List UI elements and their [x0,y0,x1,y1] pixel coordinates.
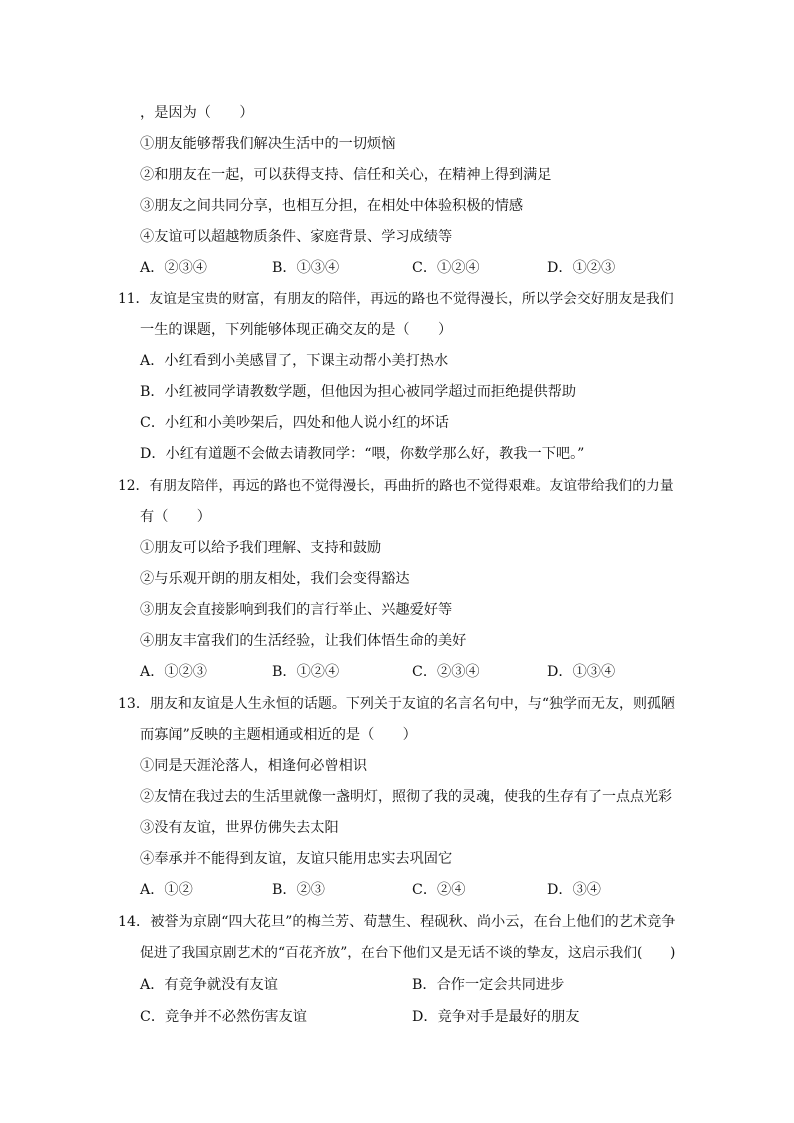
q10-option-b: B．①③④ [272,260,340,276]
q12-item-4: ④朋友丰富我们的生活经验，让我们体悟生命的美好 [140,633,467,649]
q11-option-b: B．小红被同学请教数学题，但他因为担心被同学超过而拒绝提供帮助 [140,384,577,400]
q10-item-4: ④友谊可以超越物质条件、家庭背景、学习成绩等 [140,229,453,245]
q13-item-4: ④奉承并不能得到友谊，友谊只能用忠实去巩固它 [140,851,453,867]
q12-stem-2: 有（ ） [140,509,211,525]
q10-stem-tail: ，是因为（ ） [140,105,254,121]
q13-option-d: D．③④ [547,882,601,898]
q11-stem-1: 11．友谊是宝贵的财富，有朋友的陪伴，再远的路也不觉得漫长，所以学会交好朋友是我们 [118,291,674,307]
q10-item-2: ②和朋友在一起，可以获得支持、信任和关心，在精神上得到满足 [140,167,552,183]
q10-item-1: ①朋友能够帮我们解决生活中的一切烦恼 [140,136,396,152]
q13-item-1: ①同是天涯沦落人，相逢何必曾相识 [140,758,368,774]
q13-item-3: ③没有友谊，世界仿佛失去太阳 [140,820,339,836]
q14-stem-2: 促进了我国京剧艺术的“百花齐放”，在台下他们又是无话不谈的挚友，这启示我们( ) [140,945,676,961]
q14-option-a: A．有竞争就没有友谊 [140,977,278,993]
q12-option-b: B．①②④ [272,664,340,680]
q11-option-c: C．小红和小美吵架后，四处和他人说小红的坏话 [140,415,449,431]
q10-option-d: D．①②③ [547,260,616,276]
q12-option-a: A．①②③ [140,664,207,680]
q11-option-d: D．小红有道题不会做去请教同学：“喂，你数学那么好，教我一下吧。” [140,446,585,462]
q13-option-c: C．②④ [412,882,466,898]
q12-item-2: ②与乐观开朗的朋友相处，我们会变得豁达 [140,571,410,587]
q13-option-a: A．①② [140,882,193,898]
q11-stem-2: 一生的课题，下列能够体现正确交友的是（ ） [140,322,453,338]
q14-option-b: B．合作一定会共同进步 [412,977,565,993]
q14-option-c: C．竞争并不必然伤害友谊 [140,1009,307,1025]
q13-stem-1: 13．朋友和友谊是人生永恒的话题。下列关于友谊的名言名句中，与“独学而无友，则孤陋 [118,696,675,712]
q12-item-3: ③朋友会直接影响到我们的言行举止、兴趣爱好等 [140,602,453,618]
q11-option-a: A．小红看到小美感冒了，下课主动帮小美打热水 [140,353,449,369]
q14-stem-1: 14．被誉为京剧“四大花旦”的梅兰芳、荀慧生、程砚秋、尚小云，在台上他们的艺术竞争 [118,914,676,930]
q10-option-a: A．②③④ [140,260,207,276]
q13-item-2: ②友情在我过去的生活里就像一盏明灯，照彻了我的灵魂，使我的生存有了一点点光彩 [140,789,672,805]
q12-stem-1: 12．有朋友陪伴，再远的路也不觉得漫长，再曲折的路也不觉得艰难。友谊带给我们的力量 [118,478,674,494]
q12-item-1: ①朋友可以给予我们理解、支持和鼓励 [140,540,382,556]
q12-option-c: C．②③④ [412,664,480,680]
q10-option-c: C．①②④ [412,260,480,276]
q13-option-b: B．②③ [272,882,325,898]
q14-option-d: D．竞争对手是最好的朋友 [412,1009,580,1025]
q12-option-d: D．①③④ [547,664,616,680]
q13-stem-2: 而寡闻”反映的主题相通或相近的是（ ） [140,727,417,743]
q10-item-3: ③朋友之间共同分享，也相互分担，在相处中体验积极的情感 [140,198,524,214]
